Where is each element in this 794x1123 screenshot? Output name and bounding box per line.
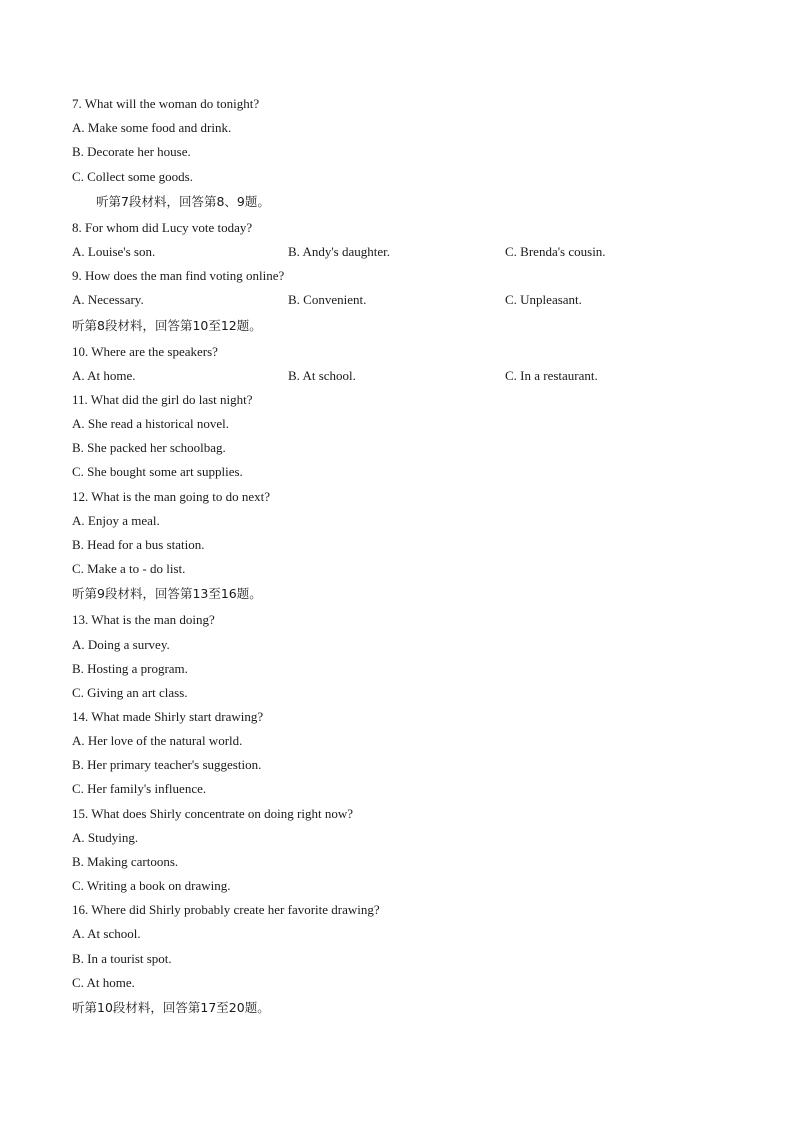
- question-15: 15. What does Shirly concentrate on doing right now?: [72, 806, 354, 821]
- option-line: B. Hosting a program.: [72, 661, 188, 676]
- option-a: A. Louise's son.: [72, 244, 156, 259]
- option-line: C. Giving an art class.: [72, 685, 188, 700]
- option-b: B. Andy's daughter.: [288, 244, 391, 259]
- option-line: A. Enjoy a meal.: [72, 513, 160, 528]
- option-a: A. At home.: [72, 368, 136, 383]
- option-line: A. She read a historical novel.: [72, 416, 230, 431]
- option-line: A. Studying.: [72, 830, 139, 845]
- option-a: A. Necessary.: [72, 292, 144, 307]
- option-b: B. At school.: [288, 368, 356, 383]
- option-c: C. Brenda's cousin.: [505, 244, 606, 259]
- option-line: C. Writing a book on drawing.: [72, 878, 231, 893]
- option-b: B. Convenient.: [288, 292, 367, 307]
- question-13: 13. What is the man doing?: [72, 612, 215, 627]
- question-9: 9. How does the man find voting online?: [72, 268, 285, 283]
- option-line: C. She bought some art supplies.: [72, 464, 243, 479]
- question-8: 8. For whom did Lucy vote today?: [72, 220, 253, 235]
- question-14: 14. What made Shirly start drawing?: [72, 709, 264, 724]
- section-instruction: 听第10段材料，回答第17至20题。: [72, 1000, 270, 1015]
- options-row-q8: [72, 244, 722, 260]
- question-7: 7. What will the woman do tonight?: [72, 96, 260, 111]
- option-line: B. Making cartoons.: [72, 854, 179, 869]
- option-line: A. Make some food and drink.: [72, 120, 232, 135]
- question-12: 12. What is the man going to do next?: [72, 489, 270, 504]
- section-instruction: 听第7段材料，回答第8、9题。: [96, 194, 270, 209]
- option-line: C. Make a to - do list.: [72, 561, 186, 576]
- option-line: B. She packed her schoolbag.: [72, 440, 226, 455]
- option-line: B. Head for a bus station.: [72, 537, 205, 552]
- option-line: A. Her love of the natural world.: [72, 733, 243, 748]
- option-c: C. In a restaurant.: [505, 368, 598, 383]
- option-c: C. Unpleasant.: [505, 292, 582, 307]
- options-row-q9: [72, 292, 722, 308]
- question-10: 10. Where are the speakers?: [72, 344, 218, 359]
- option-line: C. Collect some goods.: [72, 169, 193, 184]
- question-16: 16. Where did Shirly probably create her favorite drawing?: [72, 902, 380, 917]
- section-instruction: 听第9段材料，回答第13至16题。: [72, 586, 262, 601]
- option-line: A. At school.: [72, 926, 141, 941]
- option-line: C. At home.: [72, 975, 135, 990]
- options-row-q10: [72, 368, 722, 384]
- section-instruction: 听第8段材料，回答第10至12题。: [72, 318, 262, 333]
- option-line: A. Doing a survey.: [72, 637, 170, 652]
- question-11: 11. What did the girl do last night?: [72, 392, 253, 407]
- option-line: B. Her primary teacher's suggestion.: [72, 757, 262, 772]
- option-line: B. In a tourist spot.: [72, 951, 172, 966]
- option-line: C. Her family's influence.: [72, 781, 207, 796]
- option-line: B. Decorate her house.: [72, 144, 191, 159]
